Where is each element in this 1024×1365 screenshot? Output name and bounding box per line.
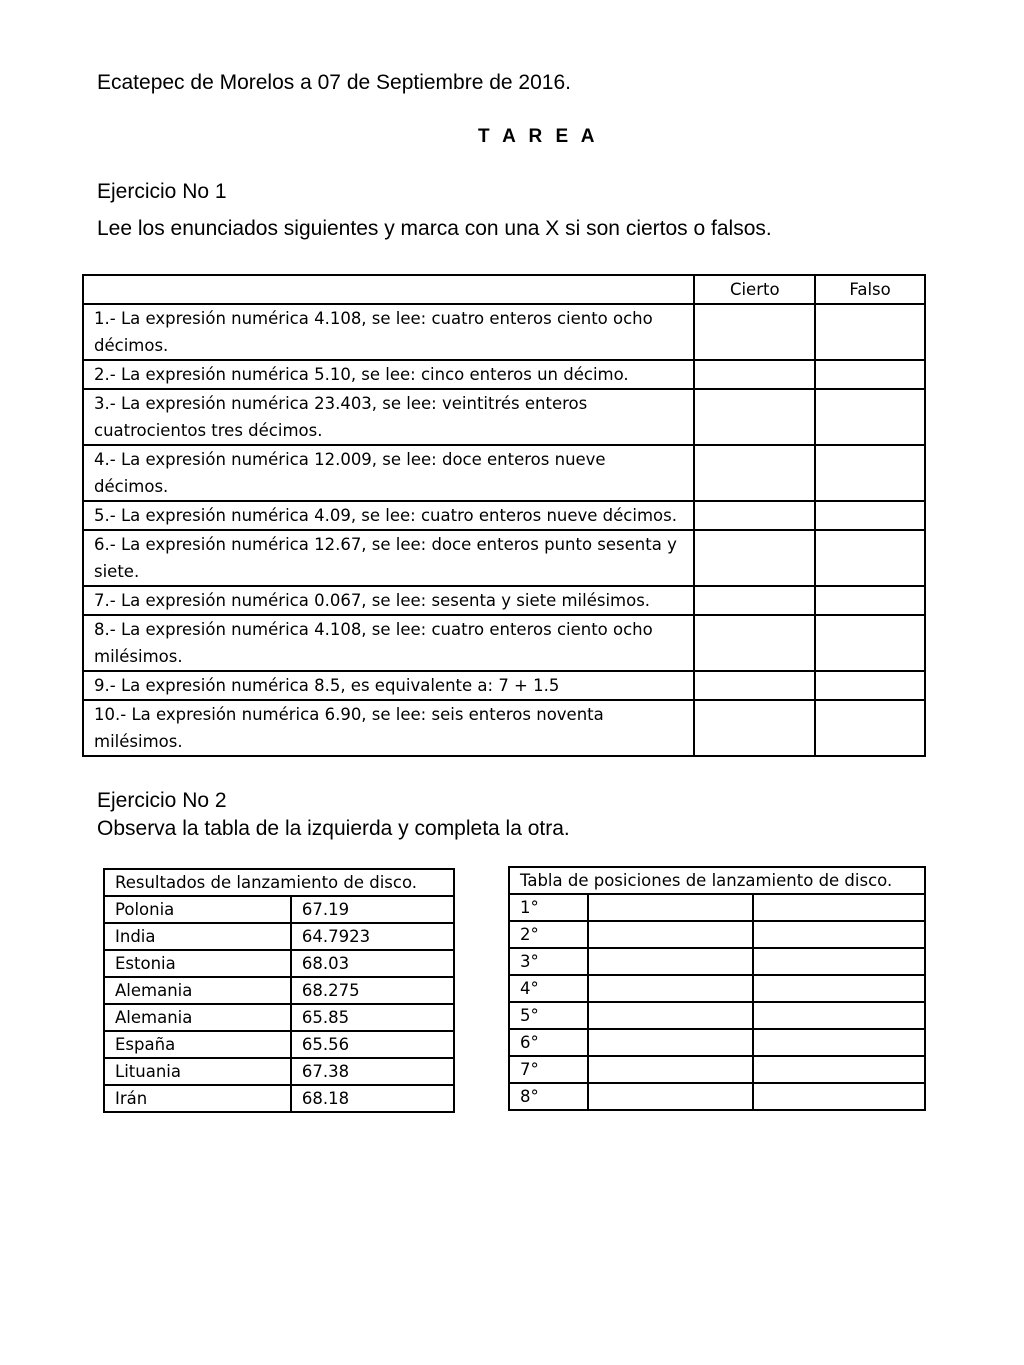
country-blank-cell[interactable] [588, 921, 753, 948]
results-table-title: Resultados de lanzamiento de disco. [104, 869, 454, 896]
table-row [104, 950, 454, 977]
header-cierto: Cierto [694, 275, 815, 304]
falso-cell-4[interactable] [815, 445, 925, 501]
distance-blank-cell[interactable] [753, 948, 925, 975]
falso-cell-5[interactable] [815, 501, 925, 530]
distance-blank-cell[interactable] [753, 1083, 925, 1110]
country-cell: Estonia [104, 950, 291, 977]
falso-cell-7[interactable] [815, 586, 925, 615]
distance-cell: 64.7923 [291, 923, 454, 950]
table-row [509, 1083, 925, 1110]
exercise1-heading: Ejercicio No 1 [97, 180, 227, 203]
country-blank-cell[interactable] [588, 1002, 753, 1029]
cierto-cell-10[interactable] [694, 700, 815, 756]
country-blank-cell[interactable] [588, 1083, 753, 1110]
country-cell: Polonia [104, 896, 291, 923]
results-table [103, 868, 455, 1113]
statement-6: 6.- La expresión numérica 12.67, se lee: doce enteros punto sesenta y siete. [83, 530, 694, 586]
statement-2: 2.- La expresión numérica 5.10, se lee: cinco enteros un décimo. [83, 360, 694, 389]
exercise2-heading: Ejercicio No 2 [97, 789, 227, 812]
distance-blank-cell[interactable] [753, 921, 925, 948]
distance-blank-cell[interactable] [753, 1002, 925, 1029]
table-row [509, 1029, 925, 1056]
country-cell: Alemania [104, 1004, 291, 1031]
statement-8: 8.- La expresión numérica 4.108, se lee: cuatro enteros ciento ocho milésimos. [83, 615, 694, 671]
table-row [104, 1085, 454, 1112]
table-row [509, 1002, 925, 1029]
country-blank-cell[interactable] [588, 1056, 753, 1083]
statement-10: 10.- La expresión numérica 6.90, se lee: seis enteros noventa milésimos. [83, 700, 694, 756]
table-row [509, 948, 925, 975]
cierto-cell-5[interactable] [694, 501, 815, 530]
cierto-cell-8[interactable] [694, 615, 815, 671]
cierto-cell-4[interactable] [694, 445, 815, 501]
statement-3: 3.- La expresión numérica 23.403, se lee: veintitrés enteros cuatrocientos tres décimos. [83, 389, 694, 445]
country-blank-cell[interactable] [588, 894, 753, 921]
country-cell: India [104, 923, 291, 950]
country-blank-cell[interactable] [588, 975, 753, 1002]
falso-cell-1[interactable] [815, 304, 925, 360]
distance-cell: 67.19 [291, 896, 454, 923]
position-label: 7° [509, 1056, 588, 1083]
cierto-cell-1[interactable] [694, 304, 815, 360]
country-cell: Lituania [104, 1058, 291, 1085]
true-false-table [82, 274, 926, 757]
exercise1-instruction: Lee los enunciados siguientes y marca con una X si son ciertos o falsos. [97, 217, 772, 240]
position-label: 8° [509, 1083, 588, 1110]
header-blank-cell [83, 275, 694, 304]
cierto-cell-7[interactable] [694, 586, 815, 615]
falso-cell-10[interactable] [815, 700, 925, 756]
position-label: 1° [509, 894, 588, 921]
country-cell: España [104, 1031, 291, 1058]
header-falso: Falso [815, 275, 925, 304]
statement-9: 9.- La expresión numérica 8.5, es equivalente a: 7 + 1.5 [83, 671, 694, 700]
table-row [509, 1056, 925, 1083]
statement-4: 4.- La expresión numérica 12.009, se lee: doce enteros nueve décimos. [83, 445, 694, 501]
distance-blank-cell[interactable] [753, 894, 925, 921]
distance-blank-cell[interactable] [753, 975, 925, 1002]
falso-cell-9[interactable] [815, 671, 925, 700]
date-line: Ecatepec de Morelos a 07 de Septiembre de 2016. [97, 71, 571, 94]
table-row [104, 1004, 454, 1031]
distance-blank-cell[interactable] [753, 1029, 925, 1056]
distance-cell: 65.85 [291, 1004, 454, 1031]
distance-cell: 68.18 [291, 1085, 454, 1112]
country-cell: Alemania [104, 977, 291, 1004]
table-row [509, 894, 925, 921]
cierto-cell-9[interactable] [694, 671, 815, 700]
distance-cell: 67.38 [291, 1058, 454, 1085]
statement-5: 5.- La expresión numérica 4.09, se lee: cuatro enteros nueve décimos. [83, 501, 694, 530]
falso-cell-3[interactable] [815, 389, 925, 445]
falso-cell-2[interactable] [815, 360, 925, 389]
table-row [104, 896, 454, 923]
cierto-cell-2[interactable] [694, 360, 815, 389]
falso-cell-6[interactable] [815, 530, 925, 586]
distance-cell: 68.275 [291, 977, 454, 1004]
position-label: 3° [509, 948, 588, 975]
exercise2-instruction: Observa la tabla de la izquierda y completa la otra. [97, 817, 570, 840]
distance-cell: 68.03 [291, 950, 454, 977]
positions-table [508, 866, 926, 1111]
position-label: 6° [509, 1029, 588, 1056]
distance-cell: 65.56 [291, 1031, 454, 1058]
cierto-cell-6[interactable] [694, 530, 815, 586]
falso-cell-8[interactable] [815, 615, 925, 671]
country-blank-cell[interactable] [588, 948, 753, 975]
cierto-cell-3[interactable] [694, 389, 815, 445]
position-label: 4° [509, 975, 588, 1002]
table-row [509, 921, 925, 948]
distance-blank-cell[interactable] [753, 1056, 925, 1083]
page-title: T A R E A [478, 126, 599, 147]
position-label: 5° [509, 1002, 588, 1029]
table-row [104, 1058, 454, 1085]
statement-1: 1.- La expresión numérica 4.108, se lee: cuatro enteros ciento ocho décimos. [83, 304, 694, 360]
country-blank-cell[interactable] [588, 1029, 753, 1056]
table-row [104, 923, 454, 950]
positions-table-title: Tabla de posiciones de lanzamiento de disco. [509, 867, 925, 894]
table-row [104, 977, 454, 1004]
table-row [509, 975, 925, 1002]
table-row [104, 1031, 454, 1058]
position-label: 2° [509, 921, 588, 948]
statement-7: 7.- La expresión numérica 0.067, se lee: sesenta y siete milésimos. [83, 586, 694, 615]
country-cell: Irán [104, 1085, 291, 1112]
